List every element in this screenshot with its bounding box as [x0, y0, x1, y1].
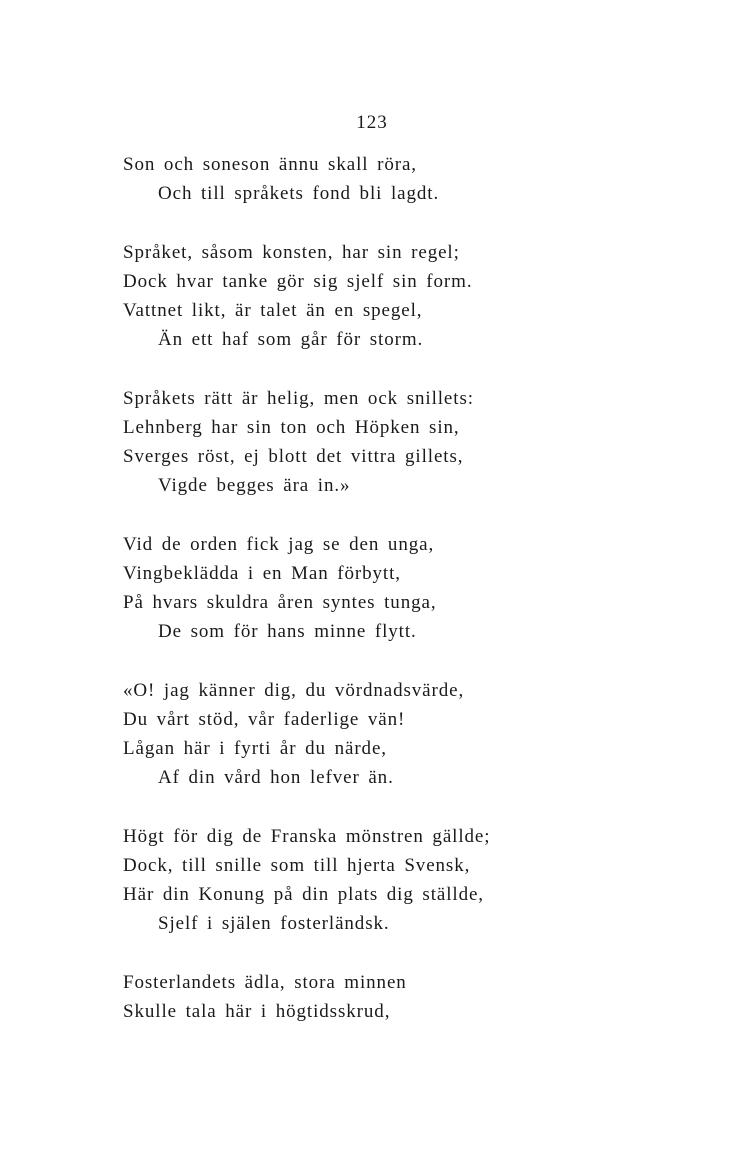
verse-line: Högt för dig de Franska mönstren gällde;: [123, 826, 491, 847]
verse-line: Skulle tala här i högtidsskrud,: [123, 1001, 391, 1022]
stanza-7: [123, 968, 643, 1026]
verse-line: Här din Konung på din plats dig ställde,: [123, 884, 484, 905]
verse-line: Son och soneson ännu skall röra,: [123, 154, 417, 175]
verse-line-indented: Sjelf i själen fosterländsk.: [158, 913, 390, 934]
verse-line: Du vårt stöd, vår faderlige vän!: [123, 709, 406, 730]
verse-line: «O! jag känner dig, du vördnadsvärde,: [123, 680, 465, 701]
stanza-1: [123, 150, 643, 208]
verse-line-indented: Och till språkets fond bli lagdt.: [158, 183, 440, 204]
stanza-4: [123, 530, 643, 646]
verse-line: Dock hvar tanke gör sig sjelf sin form.: [123, 271, 473, 292]
verse-line: Vattnet likt, är talet än en spegel,: [123, 300, 423, 321]
verse-line-indented: Af din vård hon lefver än.: [158, 767, 394, 788]
verse-line-indented: De som för hans minne flytt.: [158, 621, 417, 642]
stanza-3: [123, 384, 643, 500]
verse-line: Sverges röst, ej blott det vittra gillets,: [123, 446, 464, 467]
page-number: 123: [356, 112, 388, 133]
poem-body: [123, 150, 643, 1056]
verse-line: Vingbeklädda i en Man förbytt,: [123, 563, 401, 584]
stanza-2: [123, 238, 643, 354]
verse-line: Språket, såsom konsten, har sin regel;: [123, 242, 460, 263]
verse-line-indented: Vigde begges ära in.»: [158, 475, 351, 496]
verse-line: Fosterlandets ädla, stora minnen: [123, 972, 407, 993]
verse-line: Språkets rätt är helig, men ock snillets:: [123, 388, 474, 409]
verse-line: Dock, till snille som till hjerta Svensk,: [123, 855, 471, 876]
verse-line: På hvars skuldra åren syntes tunga,: [123, 592, 437, 613]
verse-line-indented: Än ett haf som går för storm.: [158, 329, 424, 350]
verse-line: Lågan här i fyrti år du närde,: [123, 738, 387, 759]
stanza-5: [123, 676, 643, 792]
verse-line: Vid de orden fick jag se den unga,: [123, 534, 435, 555]
verse-line: Lehnberg har sin ton och Höpken sin,: [123, 417, 460, 438]
stanza-6: [123, 822, 643, 938]
